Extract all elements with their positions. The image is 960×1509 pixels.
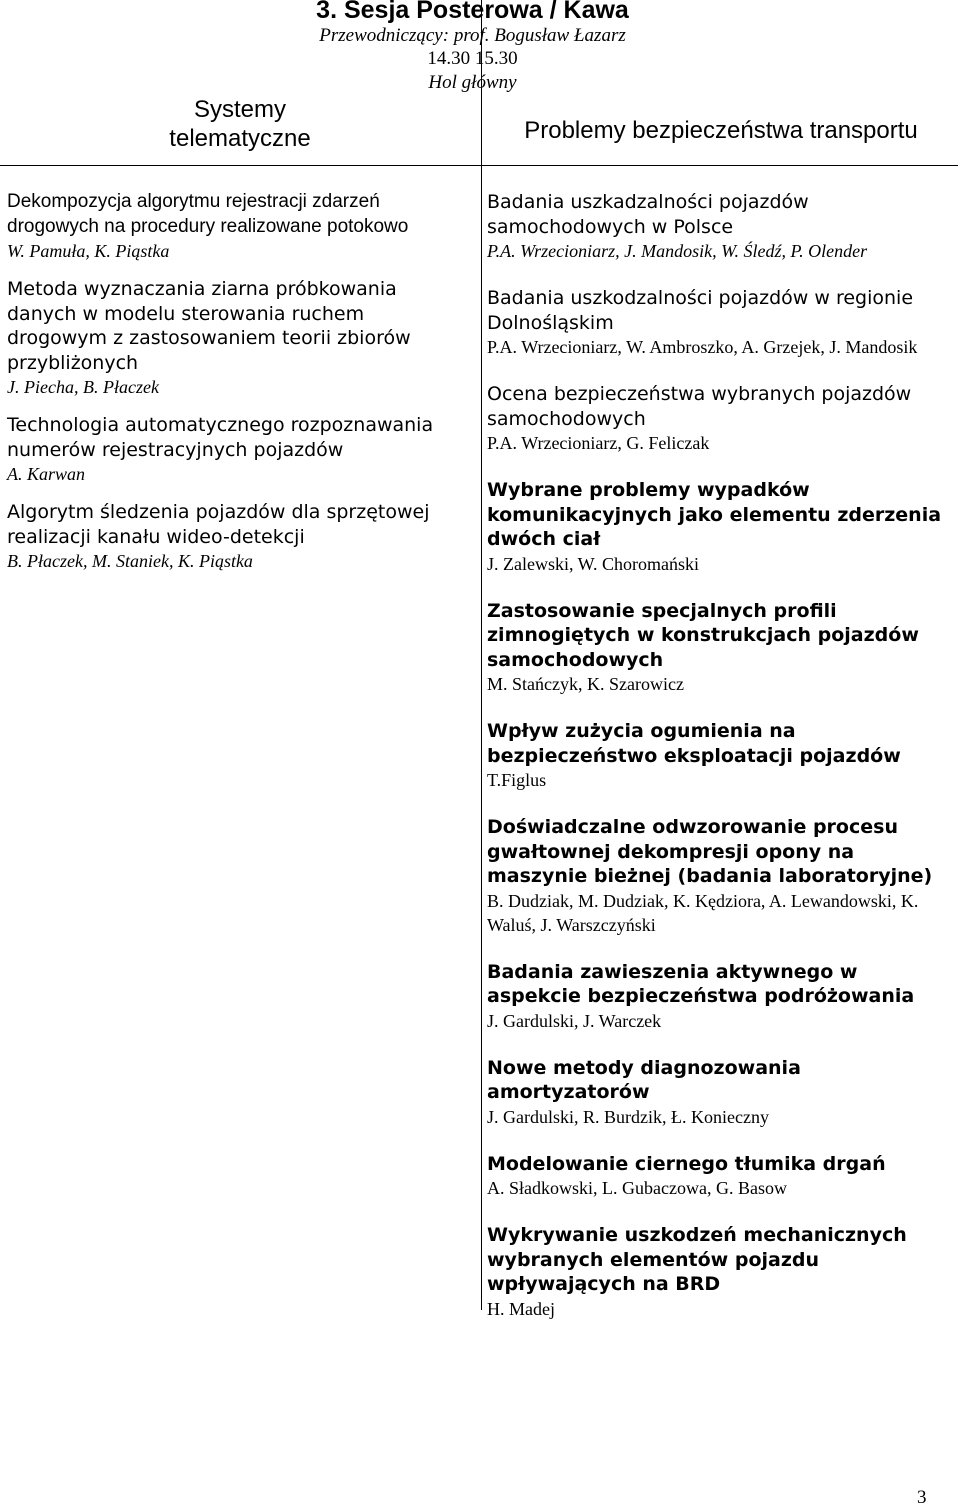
paper-entry <box>487 1223 953 1321</box>
paper-authors: A. Sładkowski, L. Gubaczowa, G. Basow <box>487 1178 787 1198</box>
paper-title: Algorytm śledzenia pojazdów dla sprzętowej realizacji kanału wideo-detekcji <box>7 501 430 548</box>
paper-entry <box>487 815 953 937</box>
paper-authors: J. Piecha, B. Płaczek <box>7 377 159 397</box>
paper-title: Badania uszkadzalności pojazdów samochodowych w Polsce <box>487 191 809 238</box>
session-chair: Przewodniczący: prof. Bogusław Łazarz <box>319 25 626 46</box>
page-number: 3 <box>917 1487 927 1508</box>
paper-authors: B. Dudziak, M. Dudziak, K. Kędziora, A. Lewandowski, K. Waluś, J. Warszczyński <box>487 890 919 935</box>
right-column-header: Problemy bezpieczeństwa transportu <box>524 117 918 144</box>
paper-entry <box>487 1056 953 1129</box>
paper-entry <box>487 190 953 263</box>
paper-entry <box>487 382 953 455</box>
right-paper-list <box>487 190 953 1321</box>
paper-title: Doświadczalne odwzorowanie procesu gwałtownej dekompresji opony na maszynie bieżnej (badania laboratoryjne) <box>487 816 933 887</box>
column-divider <box>481 0 482 1310</box>
paper-authors: T.Figlus <box>487 770 547 790</box>
paper-title: Technologia automatycznego rozpoznawania numerów rejestracyjnych pojazdów <box>7 414 434 461</box>
paper-entry <box>7 277 469 399</box>
session-venue: Hol główny <box>428 72 517 93</box>
paper-entry <box>487 960 953 1033</box>
paper-entry <box>487 599 953 697</box>
paper-entry <box>487 286 953 359</box>
paper-title: Wykrywanie uszkodzeń mechanicznych wybranych elementów pojazdu wpływających na BRD <box>487 1224 907 1295</box>
session-time: 14.30 15.30 <box>427 48 518 69</box>
session-title: 3. Sesja Posterowa / Kawa <box>316 0 629 24</box>
paper-entry <box>7 413 469 486</box>
paper-authors: A. Karwan <box>7 464 86 484</box>
paper-authors: J. Zalewski, W. Choromański <box>487 553 699 574</box>
paper-authors: M. Stańczyk, K. Szarowicz <box>487 674 684 694</box>
paper-authors: J. Gardulski, J. Warczek <box>487 1010 662 1031</box>
paper-authors: B. Płaczek, M. Staniek, K. Piąstka <box>7 551 253 571</box>
paper-authors: W. Pamuła, K. Piąstka <box>7 241 170 261</box>
paper-title: Zastosowanie specjalnych profili zimnogiętych w konstrukcjach pojazdów samochodowych <box>487 599 919 671</box>
paper-authors: P.A. Wrzecioniarz, J. Mandosik, W. Śledź, P. Olender <box>487 241 868 261</box>
paper-title: Badania uszkodzalności pojazdów w regionie Dolnośląskim <box>487 287 914 334</box>
paper-title: Modelowanie ciernego tłumika drgań <box>487 1152 886 1175</box>
paper-entry <box>7 500 469 573</box>
paper-entry <box>7 190 469 263</box>
paper-entry <box>487 719 953 792</box>
header-divider <box>0 165 958 166</box>
paper-title: Wpływ zużycia ogumienia na bezpieczeństwo eksploatacji pojazdów <box>487 720 901 767</box>
paper-title: Wybrane problemy wypadków komunikacyjnych jako elementu zderzenia dwóch ciał <box>487 479 942 550</box>
paper-title: Ocena bezpieczeństwa wybranych pojazdów samochodowych <box>487 383 912 430</box>
left-paper-list <box>7 190 469 573</box>
paper-title: Nowe metody diagnozowania amortyzatorów <box>487 1056 801 1103</box>
paper-entry <box>487 1152 953 1201</box>
paper-authors: J. Gardulski, R. Burdzik, Ł. Konieczny <box>487 1106 769 1127</box>
paper-title: Metoda wyznaczania ziarna próbkowania danych w modelu sterowania ruchem drogowym z zastosowaniem teorii zbiorów przybliżonych <box>7 278 411 374</box>
paper-authors: P.A. Wrzecioniarz, W. Ambroszko, A. Grzejek, J. Mandosik <box>487 337 918 357</box>
paper-entry <box>487 478 953 576</box>
left-column-header: Systemy telematyczne <box>169 96 311 152</box>
paper-authors: P.A. Wrzecioniarz, G. Feliczak <box>487 433 710 453</box>
paper-title: Badania zawieszenia aktywnego w aspekcie bezpieczeństwa podróżowania <box>487 960 915 1007</box>
paper-authors: H. Madej <box>487 1298 555 1319</box>
paper-title: Dekompozycja algorytmu rejestracji zdarzeń drogowych na procedury realizowane potokowo <box>7 191 409 237</box>
